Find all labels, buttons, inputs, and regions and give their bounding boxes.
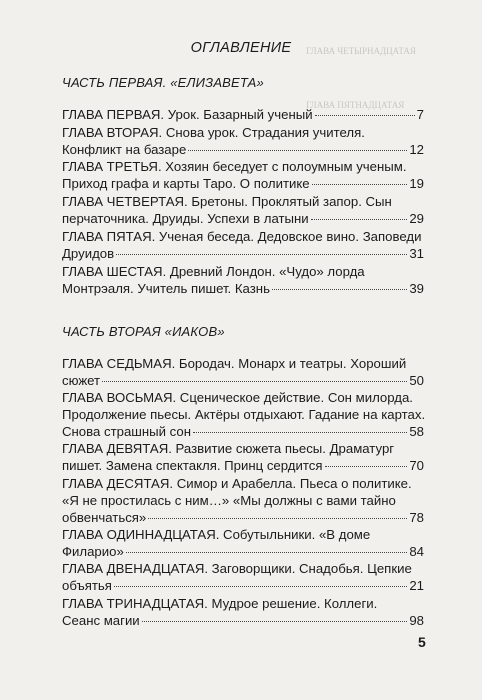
entry-text: Филарио» — [62, 544, 124, 559]
toc-heading: ОГЛАВЛЕНИЕ — [190, 40, 292, 56]
toc-entry-3 — [62, 158, 424, 192]
leader-dots — [102, 381, 407, 382]
entry-text: ГЛАВА ШЕСТАЯ. Древний Лондон. «Чудо» лорда — [62, 264, 365, 279]
toc-entry-2 — [62, 124, 424, 158]
leader-dots — [315, 115, 415, 116]
entry-text: ГЛАВА ДЕСЯТАЯ. Симор и Арабелла. Пьеса о политике. — [62, 476, 412, 491]
entry-page: 50 — [409, 373, 424, 388]
entry-page: 58 — [409, 424, 424, 439]
entry-text: ГЛАВА ПЯТАЯ. Ученая беседа. Дедовское вино. Заповеди — [62, 229, 422, 244]
leader-dots — [272, 289, 407, 290]
toc-entry-6 — [62, 263, 424, 297]
toc-entry-8 — [62, 389, 424, 440]
toc-entry-13 — [62, 595, 424, 629]
entry-text: ГЛАВА ДВЕНАДЦАТАЯ. Заговорщики. Снадобья. Цепкие — [62, 561, 412, 576]
entry-page: 12 — [409, 142, 424, 157]
entry-text: ГЛАВА СЕДЬМАЯ. Бородач. Монарх и театры. Хороший — [62, 356, 407, 371]
toc-entry-7 — [62, 355, 424, 389]
entry-page: 84 — [409, 544, 424, 559]
entry-page: 21 — [409, 578, 424, 593]
entry-text: Конфликт на базаре — [62, 142, 187, 157]
entry-text: ГЛАВА ВОСЬМАЯ. Сценическое действие. Сон милорда. — [62, 390, 413, 405]
entry-page: 78 — [409, 510, 424, 525]
leader-dots — [114, 586, 407, 587]
leader-dots — [311, 219, 408, 220]
entry-page: 31 — [409, 246, 424, 261]
leader-dots — [312, 184, 408, 185]
leader-dots — [188, 150, 407, 151]
leader-dots — [193, 432, 407, 433]
leader-dots — [142, 621, 408, 622]
entry-text: сюжет — [62, 373, 101, 388]
leader-dots — [325, 466, 408, 467]
bleed-through-text-1: ГЛАВА ЧЕТЫРНАДЦАТАЯ — [306, 46, 416, 56]
entry-text: ГЛАВА ТРИНАДЦАТАЯ. Мудрое решение. Коллеги. — [62, 596, 378, 611]
entry-text: Снова страшный сон — [62, 424, 192, 439]
entry-text: ГЛАВА ВТОРАЯ. Снова урок. Страдания учителя. — [62, 125, 365, 140]
leader-dots — [148, 518, 407, 519]
part-two-heading: ЧАСТЬ ВТОРАЯ «ИАКОВ» — [62, 324, 225, 339]
entry-text: обвенчаться» — [62, 510, 147, 525]
entry-page: 39 — [409, 281, 424, 296]
entry-text: ГЛАВА ТРЕТЬЯ. Хозяин беседует с полоумным ученым. — [62, 159, 407, 174]
entry-text: Сеанс магии — [62, 613, 140, 628]
toc-entry-11 — [62, 526, 424, 560]
toc-entry-10 — [62, 475, 424, 526]
entry-page: 98 — [409, 613, 424, 628]
entry-text: ГЛАВА ОДИННАДЦАТАЯ. Собутыльники. «В доме — [62, 527, 371, 542]
toc-entry-5 — [62, 228, 424, 262]
entry-text: «Я не простилась с ним…» «Мы должны с вами тайно — [62, 493, 396, 508]
entry-text: ГЛАВА ДЕВЯТАЯ. Развитие сюжета пьесы. Драматург — [62, 441, 395, 456]
entry-text: перчаточника. Друиды. Успехи в латыни — [62, 211, 309, 226]
entry-text: Монтрэаля. Учитель пишет. Казнь — [62, 281, 270, 296]
part-one-heading: ЧАСТЬ ПЕРВАЯ. «ЕЛИЗАВЕТА» — [62, 75, 264, 90]
bleed-through-text-2: ГЛАВА ПЯТНАДЦАТАЯ — [306, 100, 405, 110]
entry-page: 7 — [416, 107, 424, 122]
entry-text: пишет. Замена спектакля. Принц сердится — [62, 458, 323, 473]
entry-text: Приход графа и карты Таро. О политике — [62, 176, 310, 191]
leader-dots — [126, 552, 408, 553]
entry-text: Друидов — [62, 246, 115, 261]
entry-text: Продолжение пьесы. Актёры отдыхают. Гадание на картах. — [62, 407, 426, 422]
toc-entry-4 — [62, 193, 424, 227]
toc-entry-9 — [62, 440, 424, 474]
entry-text: ГЛАВА ЧЕТВЕРТАЯ. Бретоны. Проклятый запор. Сын — [62, 194, 392, 209]
entry-page: 19 — [409, 176, 424, 191]
entry-text: ГЛАВА ПЕРВАЯ. Урок. Базарный ученый — [62, 107, 313, 122]
entry-text: объятья — [62, 578, 112, 593]
toc-entry-1 — [62, 106, 424, 123]
page-number: 5 — [418, 634, 426, 650]
entry-page: 70 — [409, 458, 424, 473]
entry-page: 29 — [409, 211, 424, 226]
toc-entry-12 — [62, 560, 424, 594]
leader-dots — [116, 254, 407, 255]
